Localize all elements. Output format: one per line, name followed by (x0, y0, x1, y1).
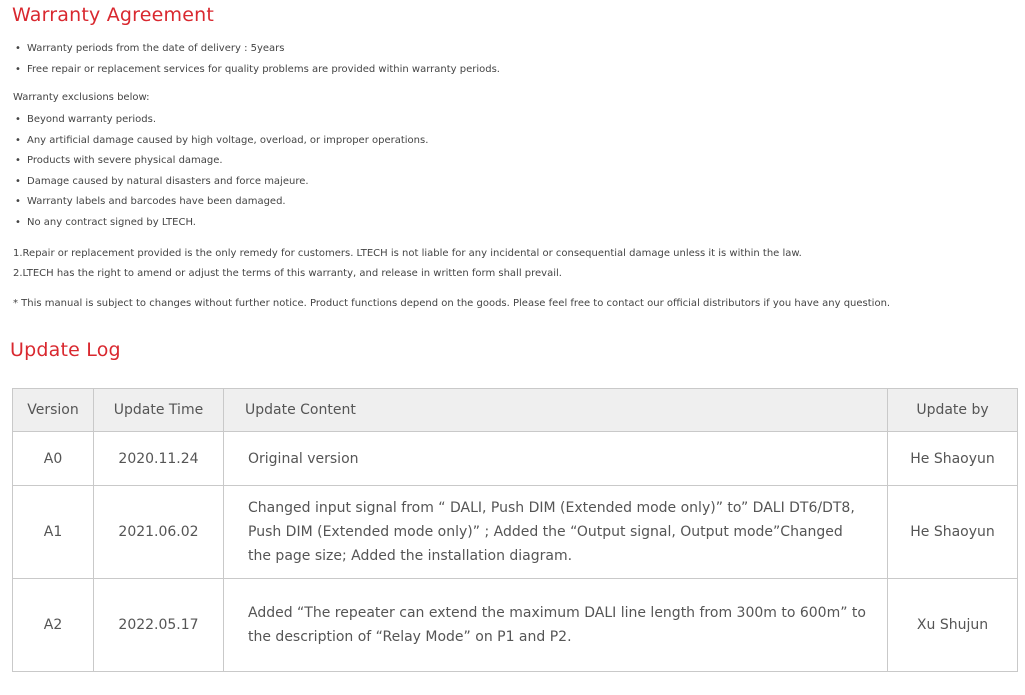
list-item: • Warranty periods from the date of delivery : 5years (13, 44, 500, 54)
header-update-content: Update Content (224, 389, 888, 432)
note-remedy: 1.Repair or replacement provided is the only remedy for customers. LTECH is not liable for any incidental or consequential damage unless it is within the law. (13, 248, 802, 259)
update-log-table (12, 388, 1018, 672)
list-item: • Products with severe physical damage. (13, 156, 428, 166)
cell-update-content: Original version (224, 432, 888, 486)
cell-update-time: 2021.06.02 (94, 486, 224, 579)
bullet-icon: • (15, 43, 21, 54)
warranty-title: Warranty Agreement (12, 4, 215, 26)
note-amend: 2.LTECH has the right to amend or adjust the terms of this warranty, and release in written form shall prevail. (13, 268, 562, 279)
cell-version: A2 (13, 579, 94, 672)
list-item: • Free repair or replacement services for quality problems are provided within warranty periods. (13, 65, 500, 75)
cell-update-content: Changed input signal from “ DALI, Push DIM (Extended mode only)” to” DALI DT6/DT8, Push DIM (Extended mode only)” ; Added the “Output signal, Output mode”Changed the page size; Added the installation diagram. (224, 486, 888, 579)
warranty-terms-list (13, 44, 500, 75)
table-header-row (13, 389, 1018, 432)
cell-update-content: Added “The repeater can extend the maximum DALI line length from 300m to 600m” to the description of “Relay Mode” on P1 and P2. (224, 579, 888, 672)
cell-update-time: 2020.11.24 (94, 432, 224, 486)
list-item: • Warranty labels and barcodes have been damaged. (13, 197, 428, 207)
update-log-title: Update Log (10, 339, 121, 361)
list-item: • Damage caused by natural disasters and force majeure. (13, 177, 428, 187)
table-row (13, 486, 1018, 579)
disclaimer-text: * This manual is subject to changes without further notice. Product functions depend on the goods. Please feel free to contact our official distributors if you have any question. (13, 298, 891, 309)
bullet-icon: • (15, 64, 21, 75)
bullet-icon: • (15, 155, 21, 167)
header-version: Version (13, 389, 94, 432)
cell-update-time: 2022.05.17 (94, 579, 224, 672)
header-update-time: Update Time (94, 389, 224, 432)
list-item: • Any artificial damage caused by high voltage, overload, or improper operations. (13, 136, 428, 146)
bullet-icon: • (15, 175, 21, 187)
table-row (13, 579, 1018, 672)
cell-update-by: He Shaoyun (888, 486, 1018, 579)
bullet-icon: • (15, 114, 21, 125)
exclusions-list (13, 115, 428, 228)
bullet-icon: • (15, 196, 21, 208)
exclusions-heading: Warranty exclusions below: (13, 92, 150, 103)
bullet-icon: • (15, 134, 21, 146)
header-update-by: Update by (888, 389, 1018, 432)
cell-update-by: He Shaoyun (888, 432, 1018, 486)
cell-version: A0 (13, 432, 94, 486)
table-row (13, 432, 1018, 486)
cell-update-by: Xu Shujun (888, 579, 1018, 672)
cell-version: A1 (13, 486, 94, 579)
bullet-icon: • (15, 216, 21, 228)
list-item: • Beyond warranty periods. (13, 115, 428, 125)
list-item: • No any contract signed by LTECH. (13, 218, 428, 228)
